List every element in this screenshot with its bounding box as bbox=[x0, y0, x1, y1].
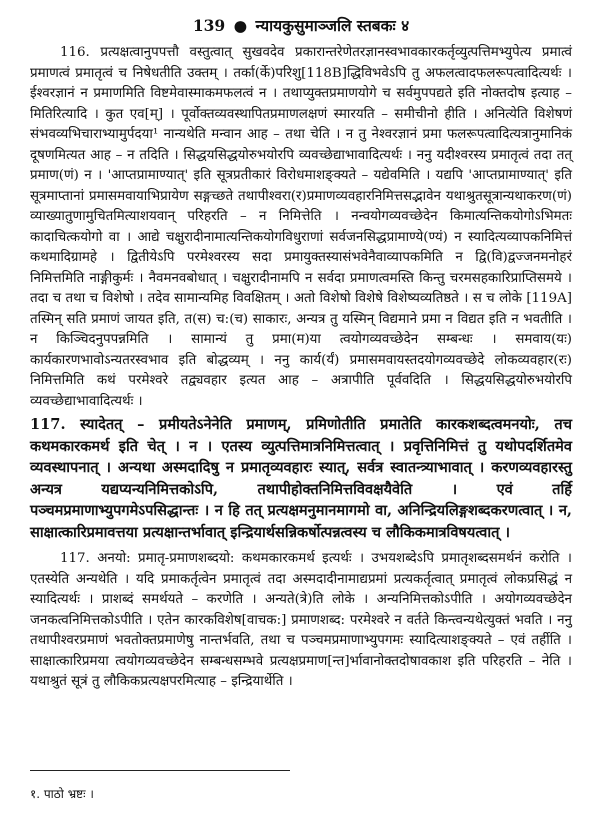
paragraph-text: 117. स्यादेतत् – प्रमीयतेऽनेनेति प्रमाणम्, प्रमिणोतीति प्रमातेति कारकशब्दत्वमनयोः, तच कथमकारकमर्थ इति चेत् । न । एतस्य व्युत्पत्तिमात्रनिमित्तत्वात् । प्रवृत्तिनिमित्तं तु यथोपदर्शितमेव व्यवस्थापनात् । अन्यथा अस्मदादिषु न प्रमातृव्यवहारः स्यात्, सर्वत्र स्वातन्त्र्याभावात् । करणव्यवहारस्तु अन्यत्र यद्यप्यन्यनिमित्तकोऽपि, तथापीहोक्तनिमित्तविवक्षयैवेति । एवं तर्हि पञ्चमप्रमाणाभ्युपगमेऽपसिद्धान्तः । न हि तत् प्रत्यक्षमनुमानमागमो वा, अनिन्द्रियलिङ्गशब्दकरणत्वात् । न, साक्षात्कारिप्रमावत्तया प्रत्यक्षान्तर्भावात् इन्द्रियार्थसन्निकर्षोत्पन्नत्वस्य च लौकिकमात्रविषयत्वात् । bbox=[30, 416, 572, 541]
commentary-paragraph-116 bbox=[30, 43, 572, 412]
bullet-separator: ● bbox=[233, 16, 248, 35]
footnote-divider bbox=[30, 770, 290, 771]
paragraph-text: 116. प्रत्यक्षत्वानुपपत्तौ वस्तुत्वात् सुखवदेव प्रकारान्तरेणेतरज्ञानस्वभावकारकर्तृव्युत्पत्तिमभ्युपेत्य प्रमात्वं प्रमाणत्वं प्रमातृत्वं च निषेधतीति उक्तम् । तर्का(र्के)परिशु[118B]द्धिविभवेऽपि तु अफलत्वादफलरूपत्वादित्यर्थः । ईश्वरज्ञानं न प्रमाणमिति विष्टमेवास्माकमफलत्वं न । तथाप्युक्तप्रमाणयोगे च सर्वमुपपद्यते इति नोक्तदोष इत्याह – मितिरित्यादि । कुत एव[म्] । पूर्वोक्तव्यवस्थापितप्रमाणलक्षणं स्मारयति – समीचीनो हीति । अनित्येति विशेषणं संभवव्यभिचाराभ्यामुर्पदया¹ नान्यथेति मन्वान आह – तथा चेति । न तु नेश्वरज्ञानं प्रमा फलरूपत्वादित्यत्रानुमानिकं दूषणमित्यत आह – न तदिति । सिद्धयसिद्धयोरुभयोरपि व्यवच्छेद्याभावादित्यर्थः । ननु यदीश्वरस्य प्रमातृत्वं तदा तत् प्रमाण(णं) न । 'आप्तप्रामाण्यात्' इति सूत्रप्रतीकारं विरोधमाशङ्क्यते – यद्येवमिति । यद्यपि 'आप्तप्रामाण्यात्' इति सूत्रमाप्तानां प्रमासमवायाभिप्रायेण सङ्गच्छते तथापीश्वरा(र)प्रमाणव्यवहारनिमित्तसद्भावेन यथाश्रुतसूत्रान्यथाकरण(णं) व्याख्यातुणामुचितमित्याशयवान् परिहरति – न निमित्तेति । नन्वयोगव्यवच्छेदेन किमात्यन्तिकयोगोऽभिमतः कादाचित्कयोगो वा । आद्ये चक्षुरादीनामात्यन्तिकयोगविधुराणां सर्वजनसिद्धप्रामाण्ये(ण्यं) न स्यादित्यव्यापकनिमित्तं कथमादिग्रामहे । द्वितीयेऽपि परमेश्वरस्य सदा प्रमायुक्तस्यासंभवेनैवाव्यापकमिति न द्वि(वि)द्वज्जनमनोहरं निमित्तमिति नाङ्गीकुर्मः । नैवमनवबोधात् । चक्षुरादीनामपि न सर्वदा प्रमाणत्वमस्ति किन्तु चरमसहकारिप्राप्तिसमये । तदा च तथा च विशेषो । तदेव सामान्यमिह विवक्षितम् । अतो विशेषो विशेषे विशेष्यव्यतिष्ठते । स च लोके [119A] तस्मिन् सति प्रमाणं जायत इति, त(स) च:(च) साकारः, अन्यत्र तु यस्मिन् विद्यमाने प्रमा न विद्यत इति न भवतीति । न किञ्चिदनुपपन्नमिति । सामान्यं तु प्रमा(म)या त्वयोगव्यवच्छेदेन सम्बन्धः । समवाय(यः) कार्यकारणभावोऽन्यतरस्वभाव इति बोद्धव्यम् । ननु कार्य(र्यं) प्रमासमवायस्तदयोगव्यवच्छेदे लोकव्यवहार(रः) निमित्तमिति कथं परमेश्वरे तद्व्यवहार इत्यत आह – अत्रापीति पूर्ववदिति । सिद्धयसिद्धयोरुभयोरपि व्यवच्छेद्याभावादित्यर्थः । bbox=[30, 45, 572, 409]
commentary-paragraph-117 bbox=[30, 549, 572, 693]
verse-paragraph-117 bbox=[30, 414, 572, 543]
running-header bbox=[30, 14, 572, 38]
header-title: न्यायकुसुमाञ्जलि स्तबकः ४ bbox=[255, 16, 410, 35]
paragraph-text: 117. अनयो: प्रमातृ-प्रमाणशब्दयो: कथमकारकमर्थ इत्यर्थः । उभयशब्देऽपि प्रमातृशब्दसमर्थनं करोति । एतस्येति अन्यथेति । यदि प्रमाकर्तृत्वेन प्रमातृत्वं तदा अस्मदादीनामाद्यप्रमां प्रत्यकर्तृत्वात् प्रमातृत्वं लोकप्रसिद्धं न स्यादित्यर्थः । प्राशब्दं समर्थयते – करणेति । अन्यते(त्रे)ति लोके । अन्यनिमित्तकोऽपीति । अयोगव्यवच्छेदेन जनकत्वनिमित्तकोऽपीति । एतेन कारकविशेष[वाचक:] प्रमाणशब्द: परमेश्वरे न वर्तते किन्त्वन्यथेत्युक्तं भवति । ननु तथापीश्वरप्रमाणं भवतोक्तप्रमाणेषु नान्तर्भवति, तथा च पञ्चमप्रमाणाभ्युपगमः स्यादित्याशङ्क्यते – एवं तर्हीति । साक्षात्कारिप्रमया त्वयोगव्यवच्छेदेन सम्बन्धसम्भवे प्रत्यक्षप्रमाण[न्त]र्भावानोक्तदोषावकाश इति परिहरति – नेति । यथाश्रुतं सूत्रं तु लौकिकप्रत्यक्षपरमित्याह – इन्द्रियार्थेति । bbox=[30, 551, 572, 689]
footnote: १. पाठो भ्रष्टः । bbox=[30, 787, 94, 801]
page-number: 139 bbox=[192, 16, 226, 35]
